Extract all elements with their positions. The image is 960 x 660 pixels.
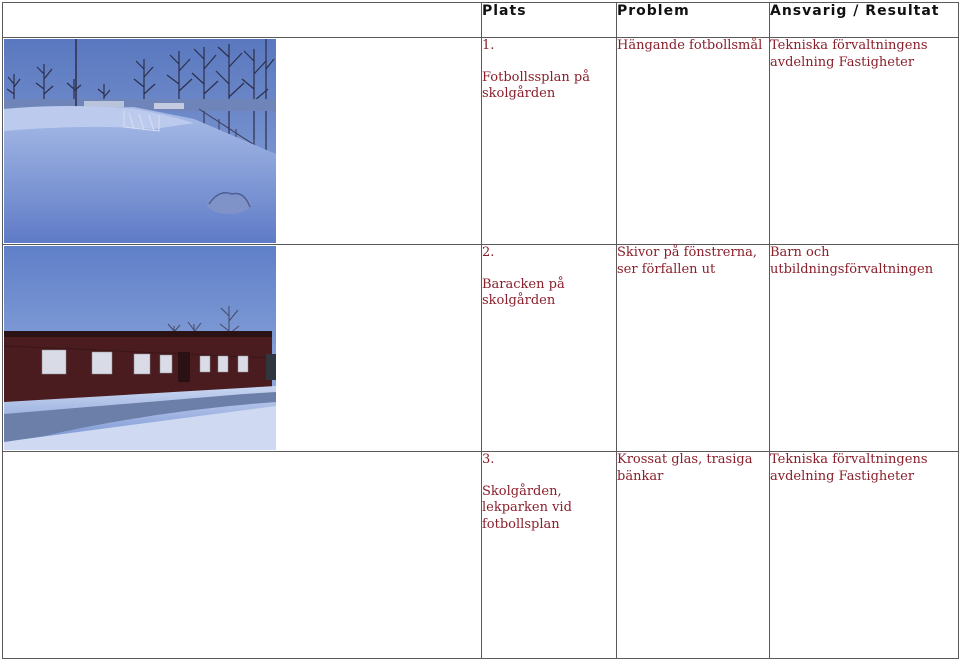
snowy-football-field-photo — [4, 39, 276, 243]
problem-text: Skivor på fönstrerna, ser förfallen ut — [617, 245, 757, 277]
ansvarig-cell — [770, 38, 959, 245]
ansvarig-cell — [770, 245, 959, 452]
ansvarig-cell — [770, 452, 959, 659]
ansvarig-text: Tekniska förvaltningens avdelning Fastigheter — [770, 452, 928, 484]
problem-text: Krossat glas, trasiga bänkar — [617, 452, 753, 484]
plats-cell — [482, 452, 617, 659]
plats-cell — [482, 38, 617, 245]
ansvarig-text: Tekniska förvaltningens avdelning Fastigheter — [770, 38, 928, 70]
table-row — [3, 38, 959, 245]
header-row — [3, 3, 959, 38]
plats-text: Skolgården, lekparken vid fotbollsplan — [482, 483, 572, 532]
problem-cell — [617, 245, 770, 452]
row-number: 2. — [482, 245, 495, 260]
table-row — [3, 452, 959, 659]
table-row — [3, 245, 959, 452]
photo-column-header — [3, 3, 482, 38]
row-number: 1. — [482, 38, 495, 53]
ansvarig-header: Ansvarig / Resultat — [770, 3, 959, 38]
photo-cell-empty — [3, 452, 482, 659]
problem-cell — [617, 38, 770, 245]
red-barrack-building-photo — [4, 246, 276, 450]
row-number: 3. — [482, 452, 495, 467]
plats-header: Plats — [482, 3, 617, 38]
problem-header: Problem — [617, 3, 770, 38]
photo-cell — [3, 38, 482, 245]
problem-text: Hängande fotbollsmål — [617, 38, 763, 53]
inspection-table — [2, 2, 959, 659]
plats-text: Baracken på skolgården — [482, 276, 565, 308]
problem-cell — [617, 452, 770, 659]
ansvarig-text: Barn och utbildningsförvaltningen — [770, 245, 934, 277]
plats-text: Fotbollssplan på skolgården — [482, 69, 590, 101]
plats-cell — [482, 245, 617, 452]
photo-cell — [3, 245, 482, 452]
